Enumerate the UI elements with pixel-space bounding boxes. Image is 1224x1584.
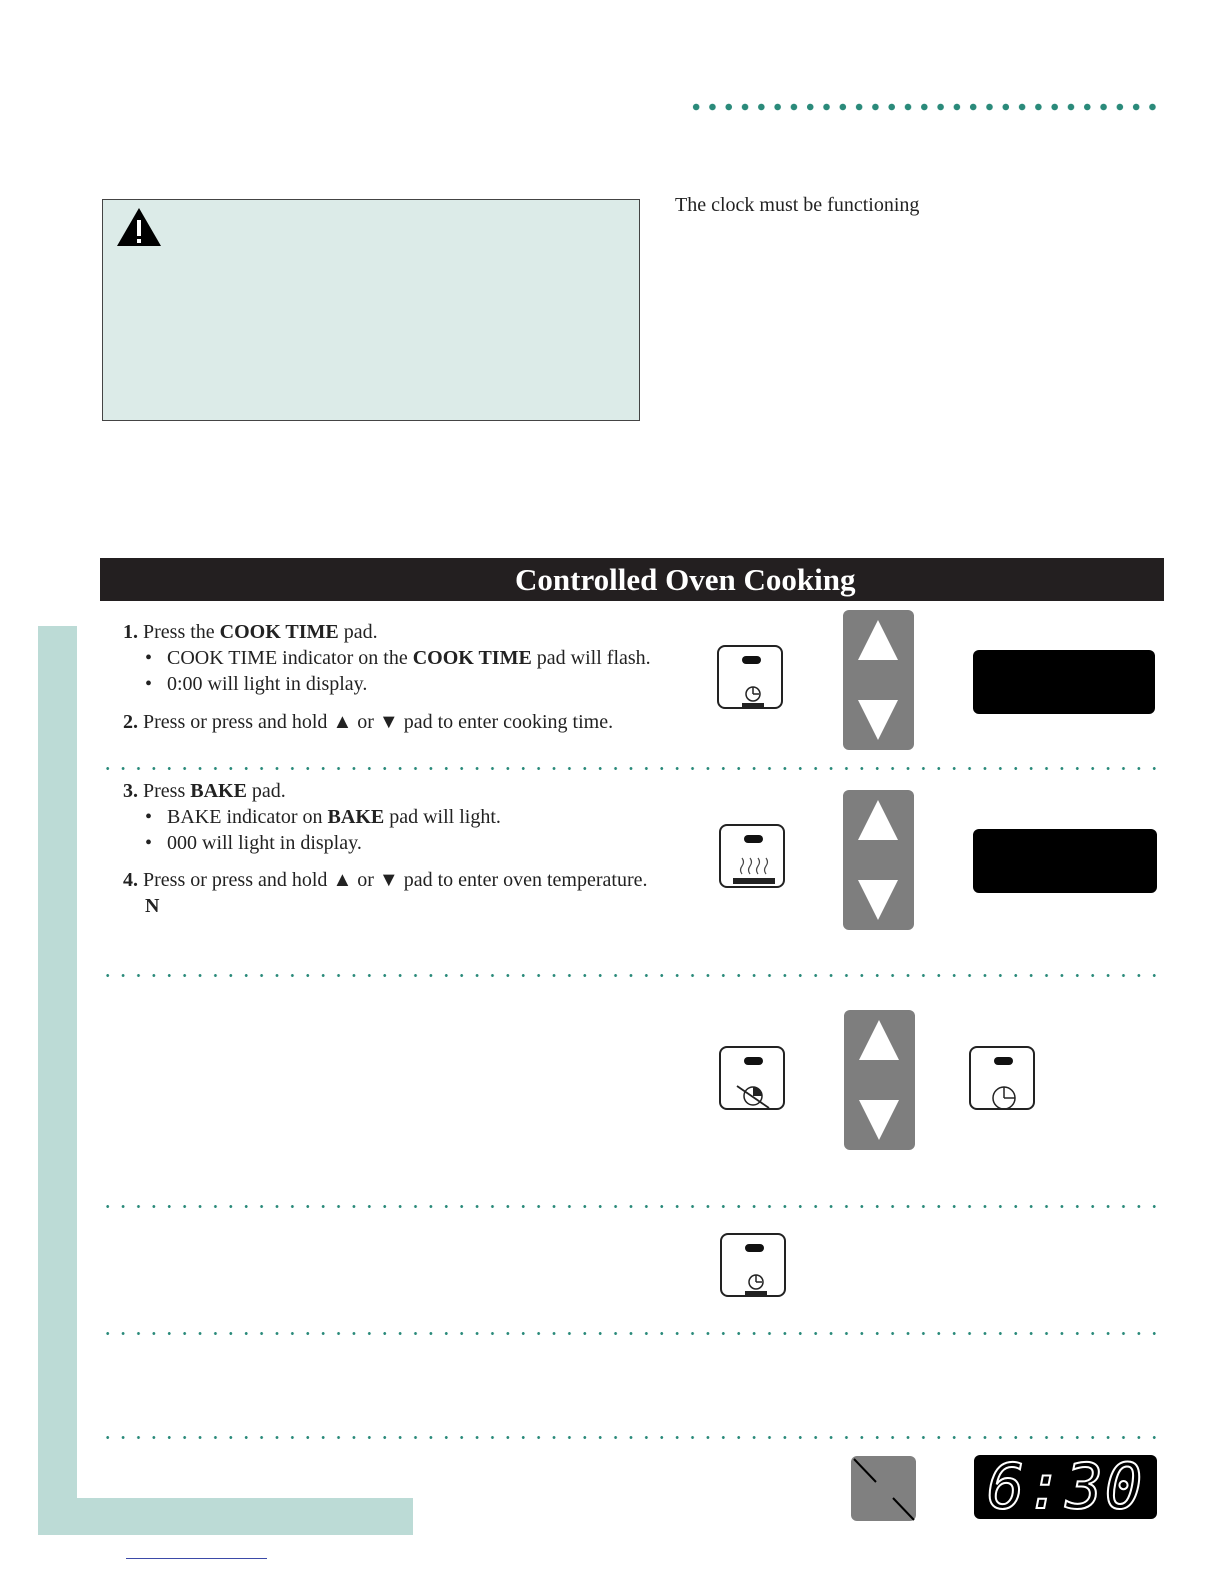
bake-heat-icon [721, 826, 787, 890]
step-3-bullet-2: • 000 will light in display. [167, 830, 362, 856]
step-1-bullet-1: • COOK TIME indicator on the COOK TIME pad will flash. [167, 645, 651, 671]
up-down-pad-1[interactable] [843, 610, 914, 750]
up-arrow-icon: ▲ [332, 869, 353, 891]
up-down-pad-3[interactable] [844, 1010, 915, 1150]
divider-4 [100, 1331, 1164, 1336]
up-arrow-icon: ▲ [332, 711, 353, 733]
step-4: 4. Press or press and hold ▲ or ▼ pad to enter oven temperature. [123, 869, 648, 891]
divider-1 [100, 766, 1164, 771]
step-4-note: N [145, 895, 160, 917]
sidebar-bar-horizontal [38, 1498, 413, 1535]
up-down-pad-2[interactable] [843, 790, 914, 930]
slash-lines-icon [851, 1456, 916, 1521]
up-down-arrows-icon [843, 790, 914, 930]
clock-note: The clock must be functioning [675, 194, 920, 216]
warning-box [102, 199, 640, 421]
cook-time-clock-icon [722, 1235, 788, 1299]
up-down-arrows-icon [844, 1010, 915, 1150]
display-2 [973, 829, 1157, 893]
step-1-bullet-2: • 0:00 will light in display. [167, 671, 367, 697]
clock-icon [971, 1048, 1037, 1112]
section-title: Controlled Oven Cooking [515, 562, 856, 597]
stop-time-clock-icon [721, 1048, 787, 1112]
down-arrow-icon: ▼ [378, 869, 399, 891]
cook-time-pad-2[interactable] [720, 1233, 786, 1297]
stop-time-pad[interactable] [719, 1046, 785, 1110]
bake-pad[interactable] [719, 824, 785, 888]
sidebar-bar-vertical [38, 626, 77, 1535]
clock-pad[interactable] [969, 1046, 1035, 1110]
cook-time-clock-icon [719, 647, 785, 711]
divider-3 [100, 1204, 1164, 1209]
step-3-bullet-1: • BAKE indicator on BAKE pad will light. [167, 804, 501, 830]
cancel-pad[interactable] [851, 1456, 916, 1521]
header-dot-rule [688, 102, 1163, 112]
cook-time-pad[interactable] [717, 645, 783, 709]
up-down-arrows-icon [843, 610, 914, 750]
step-1: 1. Press the COOK TIME pad. [123, 621, 378, 643]
time-display [974, 1450, 1157, 1523]
warning-triangle-icon [115, 206, 163, 248]
divider-2 [100, 973, 1164, 978]
divider-5 [100, 1435, 1164, 1440]
step-3: 3. Press BAKE pad. [123, 780, 286, 802]
step-2: 2. Press or press and hold ▲ or ▼ pad to enter cooking time. [123, 711, 614, 733]
display-1 [973, 650, 1155, 714]
time-display-value: 6:30 [986, 1450, 1145, 1523]
section-banner [100, 558, 1164, 601]
down-arrow-icon: ▼ [378, 711, 399, 733]
footer-link-underline[interactable] [126, 1558, 267, 1559]
